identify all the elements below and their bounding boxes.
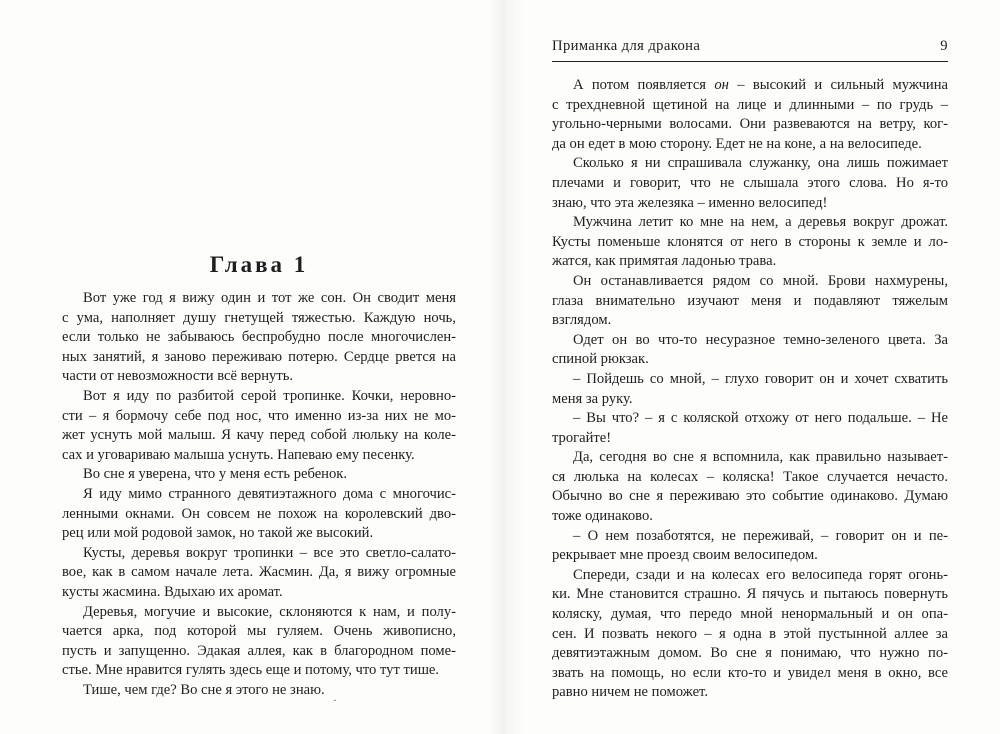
- text-line: стье. Мне нравится гулять здесь еще и потому, что тут тише.: [62, 662, 440, 679]
- paragraph: [552, 409, 948, 448]
- paragraph: [62, 603, 456, 681]
- paragraph: [62, 387, 456, 465]
- text-line: с ума, наполняет душу гнетущей тяжестью. Каждую ночь,: [62, 309, 456, 326]
- text-line: А потом появляется он – высокий и сильный мужчина: [573, 77, 948, 93]
- paragraph: [552, 213, 948, 272]
- paragraph: [552, 331, 948, 370]
- header-rule: [552, 61, 948, 62]
- text-line: коляску, думая, что передо мной ненормальный и он опа-: [552, 606, 948, 623]
- paragraph: [552, 272, 948, 331]
- paragraph: [62, 289, 456, 387]
- paragraph: [552, 370, 948, 409]
- text-line: да он едет в мою сторону. Едет не на коне, а на велосипеде.: [552, 135, 922, 152]
- text-line: вое, как в самом начале лета. Жасмин. Да, я вижу огромные: [62, 564, 456, 581]
- left-page: [62, 0, 456, 734]
- text-line: трогайте!: [552, 429, 612, 446]
- text-line: – Пойдешь со мной, – глухо говорит он и хочет схватить: [573, 370, 948, 387]
- text-line: меня за руку.: [552, 390, 633, 407]
- paragraph: [552, 566, 948, 703]
- page-number: 9: [940, 38, 948, 54]
- text-line: Мужчина летит ко мне на нем, а деревья вокруг дрожат.: [573, 214, 948, 231]
- right-page: [552, 0, 948, 734]
- text-line: Во сне я уверена, что у меня есть ребенок.: [83, 466, 348, 483]
- paragraph: [62, 465, 456, 485]
- book-gutter: [488, 0, 524, 734]
- text-line: угольно-черными волосами. Они развеваются на ветру, ког-: [552, 116, 948, 133]
- scan-speck: ·: [333, 693, 337, 707]
- text-line: ленными окнами. Он совсем не похож на королевский дво-: [62, 505, 456, 522]
- text-line: кусты жасмина. Вдыхаю их аромат.: [62, 583, 283, 600]
- paragraph: [552, 76, 948, 154]
- paragraph: [62, 544, 456, 603]
- paragraph: [552, 527, 948, 566]
- text-line: спиной рюкзак.: [552, 351, 649, 368]
- text-line: Обычно во сне я переживаю это событие одинаково. Думаю: [552, 488, 948, 505]
- text-line: Да, сегодня во сне я вспомнила, как правильно называет-: [573, 449, 948, 466]
- text-line: Одет он во что-то несуразное темно-зеленого цвета. За: [573, 331, 948, 348]
- text-line: Я иду мимо странного девятиэтажного дома с многочис-: [83, 485, 456, 502]
- text-line: части от невозможности всё вернуть.: [62, 368, 294, 385]
- text-line: Спереди, сзади и на колесах его велосипеда горят огонь-: [573, 566, 948, 583]
- text-line: девятиэтажным домом. Во сне я понимаю, что нужно по-: [552, 645, 948, 662]
- text-line: сен. И позвать некого – я одна в этой пустынной аллее за: [552, 625, 948, 642]
- text-line: равно ничем не поможет.: [552, 684, 708, 701]
- text-line: ных занятий, я заново переживаю потерю. Сердце рвется на: [62, 348, 456, 365]
- paragraph: [552, 154, 948, 213]
- chapter-heading: Глава 1: [209, 252, 309, 277]
- text-line: ся люлька на колесах – коляска! Такое случается нечасто.: [552, 468, 948, 485]
- text-line: чается арка, под которой мы гуляем. Очень живописно,: [62, 623, 456, 640]
- text-line: Сколько я ни спрашивала служанку, она лишь пожимает: [573, 155, 948, 172]
- text-line: тоже одинаково.: [552, 508, 653, 525]
- text-line: знаю, что эта железяка – именно велосипед!: [552, 194, 828, 211]
- running-title: Приманка для дракона: [552, 38, 701, 54]
- text-line: ки. Мне становится страшно. Я пячусь и пытаюсь повернуть: [552, 586, 948, 603]
- text-line: рец или мой родовой замок, но такой же высокий.: [62, 525, 374, 542]
- right-page-body: [552, 76, 948, 703]
- text-line: Тише, чем где? Во сне я этого не знаю.: [83, 681, 325, 698]
- text-line: жатся, как примятая ладонью трава.: [552, 253, 777, 270]
- text-line: сах и уговариваю малыша уснуть. Напеваю ему песенку.: [62, 446, 415, 463]
- text-line: звать на помощь, но если кто-то и увидел меня в окно, все: [552, 664, 948, 681]
- text-line: – Вы что? – я с коляской отхожу от него подальше. – Не: [573, 410, 948, 427]
- text-line: жет уснуть мой малыш. Я качу перед собой люльку на коле-: [62, 427, 456, 444]
- text-line: сти – я бормочу себе под нос, что именно из-за них не мо-: [62, 407, 456, 424]
- text-line: Вот уже год я вижу один и тот же сон. Он сводит меня: [83, 290, 456, 306]
- text-line: плечами и говорит, что не слышала этого слова. Но я-то: [552, 174, 948, 191]
- text-line: взглядом.: [552, 312, 612, 329]
- text-line: Вот я иду по разбитой серой тропинке. Кочки, неровно-: [83, 387, 456, 404]
- text-line: Кусты поменьше клонятся от него в стороны к земле и ло-: [552, 233, 948, 250]
- paragraph: [62, 681, 456, 701]
- paragraph: [552, 448, 948, 526]
- paragraph: [62, 485, 456, 544]
- text-line: с трехдневной щетиной на лице и длинными – по грудь –: [552, 96, 948, 113]
- text-line: рекрывает мне проезд своим велосипедом.: [552, 547, 818, 564]
- left-page-body: [62, 289, 456, 700]
- text-line: глаза внимательно изучают меня и подавляют тяжелым: [552, 292, 948, 309]
- text-line: – О нем позаботятся, не переживай, – говорит он и пе-: [573, 527, 948, 544]
- running-header: [552, 36, 948, 58]
- text-line: пусть и запущенно. Эдакая аллея, как в благородном поме-: [62, 642, 456, 659]
- text-line: Он останавливается рядом со мной. Брови нахмурены,: [573, 272, 948, 289]
- text-line: если только не забываюсь беспробудно после многочислен-: [62, 329, 456, 346]
- text-line: Кусты, деревья вокруг тропинки – все это светло-салато-: [83, 544, 456, 561]
- text-line: Деревья, могучие и высокие, склоняются к нам, и полу-: [83, 603, 456, 620]
